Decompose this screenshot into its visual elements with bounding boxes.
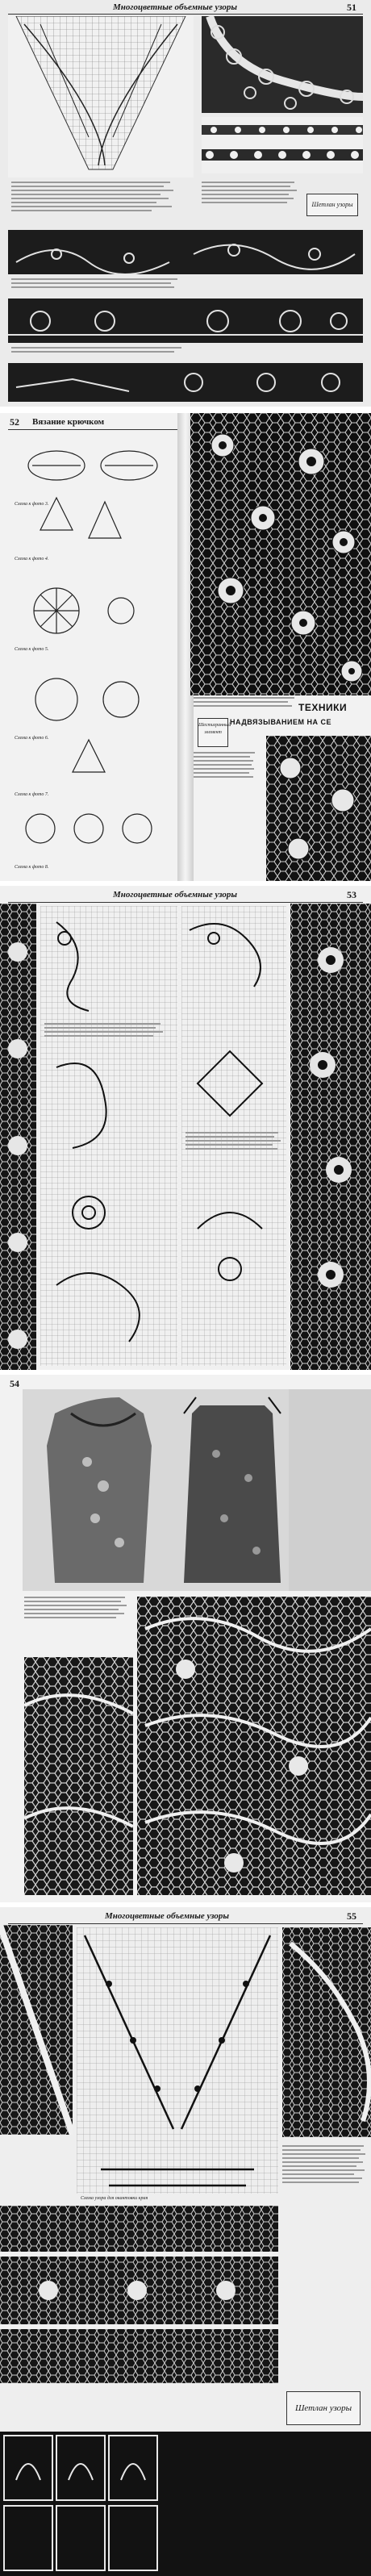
page-53-text-b — [186, 1132, 282, 1152]
diagonal-edging-chart — [77, 1927, 278, 2194]
page-number: 53 — [347, 889, 356, 900]
instructions-column-right — [202, 182, 298, 206]
step-text-2 — [11, 347, 358, 355]
header-rule — [8, 1923, 363, 1924]
motif-lace-photo — [266, 736, 371, 881]
scheme-caption: Схема к фото 4. — [15, 557, 49, 562]
header-rule — [8, 902, 363, 903]
scheme-caption: Схема к фото 8. — [15, 865, 49, 870]
page-53-text-a — [44, 1023, 165, 1039]
step-photo-row-2 — [8, 299, 363, 343]
instructions-column-left — [11, 182, 177, 214]
lace-strip-photo-left — [0, 904, 36, 1370]
irish-lace-photo — [190, 413, 371, 695]
magazine-page-54 — [0, 1375, 371, 1902]
instructions-text — [194, 752, 258, 780]
v-shaped-lace-chart — [8, 16, 194, 177]
mesh-step-photos-left — [24, 1657, 133, 1895]
magazine-page-53 — [0, 886, 371, 1370]
shetland-badge: Шетлан узоры — [306, 194, 358, 216]
page-header: Многоцветные объемные узоры — [105, 1911, 230, 1921]
mesh-step-photos — [137, 1597, 371, 1895]
technique-banner-subtitle: НАДВЯЗЫВАНИЕМ НА СЕ — [230, 718, 331, 726]
photo-caption-text — [194, 697, 298, 709]
lace-edging-photo — [202, 16, 363, 113]
technique-banner: ТЕХНИКИ — [298, 702, 348, 713]
page-number: 54 — [10, 1378, 19, 1389]
edging-chart-row — [202, 117, 363, 173]
page-55-text-right — [282, 2145, 367, 2186]
scheme-caption: Схема к фото 6. — [15, 736, 49, 741]
scheme-caption: Схема к фото 5. — [15, 647, 49, 652]
magazine-page-52 — [0, 413, 371, 881]
hexagon-badge: Шестигранный элемент — [198, 718, 228, 747]
lace-strip-photo-right — [290, 904, 371, 1370]
page-number: 52 — [10, 416, 19, 428]
page-header: Вязание крючком — [32, 417, 105, 427]
page-number: 51 — [347, 2, 356, 13]
page-header: Многоцветные объемные узоры — [113, 2, 238, 12]
step-text-1 — [11, 278, 358, 290]
crocheted-tops-photo — [23, 1389, 371, 1591]
page-54-steps-text — [24, 1597, 129, 1621]
magazine-page-51 — [0, 0, 371, 407]
lace-charts-grid — [40, 906, 177, 1366]
step-photo-row-3 — [8, 363, 363, 402]
step-photos-strip — [0, 2432, 371, 2576]
edging-detail-photo — [282, 1927, 371, 2137]
diagrams-column — [8, 433, 173, 877]
shetland-badge: Шетлан узоры — [286, 2391, 361, 2425]
scheme-caption: Схема узора для окантовки края — [81, 2196, 148, 2201]
header-rule — [8, 429, 177, 430]
magazine-page-55 — [0, 1907, 371, 2576]
page-number: 55 — [347, 1910, 356, 1922]
page-header: Многоцветные объемные узоры — [113, 890, 238, 900]
scheme-caption: Схема к фото 3. — [15, 502, 49, 507]
step-photo-row-1 — [8, 230, 363, 274]
header-rule — [8, 14, 363, 15]
mesh-band-photo — [0, 2206, 278, 2383]
scheme-caption: Схема к фото 7. — [15, 792, 49, 797]
edging-lace-photo — [0, 1925, 73, 2135]
